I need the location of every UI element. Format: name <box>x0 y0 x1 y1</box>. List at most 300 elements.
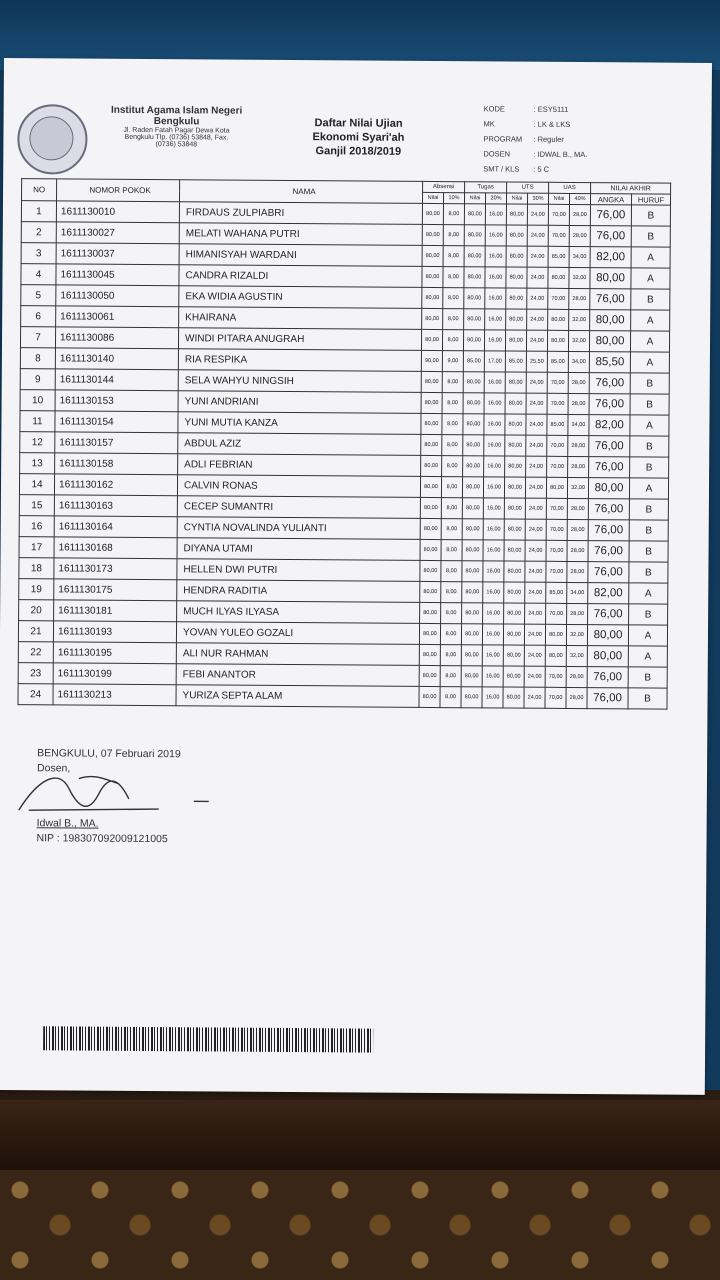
score-cell: 32,00 <box>567 477 588 498</box>
score-cell: 8,00 <box>440 687 461 708</box>
row-number: 24 <box>18 684 53 705</box>
meta-value: : 5 C <box>533 164 550 174</box>
score-cell: 16,00 <box>484 393 505 414</box>
score-cell: 16,00 <box>482 666 503 687</box>
carpet-pattern <box>0 1170 720 1280</box>
score-cell: 80,00 <box>421 434 442 455</box>
score-cell: 34,00 <box>568 351 589 372</box>
nomor-pokok-cell: 1611130144 <box>55 369 178 391</box>
score-cell: 24,00 <box>525 477 546 498</box>
score-cell: 80,00 <box>545 624 566 645</box>
nama-cell: DIYANA UTAMI <box>177 538 420 561</box>
score-cell: 80,00 <box>506 267 527 288</box>
nama-cell: CECEP SUMANTRI <box>177 496 420 519</box>
huruf-cell: A <box>630 352 669 373</box>
score-cell: 80,00 <box>421 455 442 476</box>
nomor-pokok-cell: 1611130173 <box>54 558 177 580</box>
score-cell: 80,00 <box>463 330 484 351</box>
score-cell: 80,00 <box>421 392 442 413</box>
meta-key: PROGRAM <box>483 134 523 144</box>
header-no: NO <box>22 179 57 201</box>
score-cell: 24,00 <box>525 498 546 519</box>
nomor-pokok-cell: 1611130037 <box>56 243 179 265</box>
angka-cell: 76,00 <box>588 499 629 520</box>
angka-cell: 76,00 <box>587 688 628 709</box>
score-cell: 80,00 <box>463 435 484 456</box>
score-cell: 28,00 <box>567 603 588 624</box>
nomor-pokok-cell: 1611130153 <box>55 390 178 412</box>
score-cell: 70,00 <box>546 603 567 624</box>
score-cell: 8,00 <box>443 267 464 288</box>
row-number: 9 <box>20 369 55 390</box>
nomor-pokok-cell: 1611130050 <box>56 285 179 307</box>
nomor-pokok-cell: 1611130154 <box>55 411 178 433</box>
score-cell: 24,00 <box>527 288 548 309</box>
score-cell: 80,00 <box>545 645 566 666</box>
row-number: 15 <box>19 495 54 516</box>
huruf-cell: A <box>631 268 670 289</box>
nomor-pokok-cell: 1611130140 <box>55 348 178 370</box>
score-cell: 80,00 <box>462 603 483 624</box>
score-cell: 80,00 <box>504 561 525 582</box>
angka-cell: 76,00 <box>588 520 629 541</box>
table-row <box>18 684 667 710</box>
nama-cell: SELA WAHYU NINGSIH <box>178 370 421 393</box>
score-cell: 17,00 <box>484 351 505 372</box>
score-cell: 32,00 <box>566 624 587 645</box>
score-cell: 8,00 <box>443 288 464 309</box>
angka-cell: 82,00 <box>588 583 629 604</box>
score-cell: 80,00 <box>421 413 442 434</box>
score-cell: 85,00 <box>463 351 484 372</box>
score-cell: 70,00 <box>547 456 568 477</box>
score-cell: 80,00 <box>464 309 485 330</box>
score-cell: 70,00 <box>547 435 568 456</box>
nama-cell: ABDUL AZIZ <box>178 433 421 456</box>
score-cell: 24,00 <box>526 456 547 477</box>
score-cell: 8,00 <box>441 540 462 561</box>
score-cell: 70,00 <box>546 561 567 582</box>
score-cell: 80,00 <box>422 308 443 329</box>
nama-cell: CALVIN RONAS <box>177 475 420 498</box>
score-cell: 16,00 <box>485 267 506 288</box>
score-cell: 80,00 <box>464 204 485 225</box>
meta-value: : IDWAL B., MA. <box>533 149 588 160</box>
header-uts: UTS <box>507 182 549 193</box>
score-cell: 16,00 <box>484 372 505 393</box>
row-number: 18 <box>19 558 54 579</box>
score-cell: 85,00 <box>548 246 569 267</box>
barcode-icon <box>43 1026 373 1052</box>
huruf-cell: A <box>629 583 668 604</box>
score-cell: 34,00 <box>568 414 589 435</box>
row-number: 4 <box>21 264 56 285</box>
score-cell: 16,00 <box>484 330 505 351</box>
score-cell: 28,00 <box>566 687 587 708</box>
nomor-pokok-cell: 1611130010 <box>56 201 179 223</box>
meta-key: DOSEN <box>483 149 511 159</box>
score-cell: 85,00 <box>546 582 567 603</box>
nomor-pokok-cell: 1611130168 <box>54 537 177 559</box>
institution-address-2: Bengkulu Tlp. (0736) 53848, Fax. <box>124 133 229 142</box>
score-cell: 8,00 <box>442 372 463 393</box>
subheader-cell: 10% <box>443 193 464 204</box>
score-cell: 80,00 <box>420 581 441 602</box>
dosen-label: Dosen, <box>37 762 71 775</box>
nomor-pokok-cell: 1611130195 <box>53 642 176 664</box>
score-cell: 28,00 <box>568 372 589 393</box>
score-cell: 80,00 <box>464 225 485 246</box>
nama-cell: YOVAN YULEO GOZALI <box>176 622 419 645</box>
title-line-3: Ganjil 2018/2019 <box>315 145 402 158</box>
score-cell: 85,00 <box>547 414 568 435</box>
row-number: 22 <box>18 642 53 663</box>
subheader-cell: HURUF <box>631 194 670 205</box>
score-cell: 80,00 <box>504 603 525 624</box>
score-cell: 16,00 <box>484 456 505 477</box>
score-cell: 28,00 <box>567 519 588 540</box>
meta-row <box>483 146 613 162</box>
score-cell: 70,00 <box>546 519 567 540</box>
score-cell: 80,00 <box>505 456 526 477</box>
angka-cell: 76,00 <box>589 373 630 394</box>
score-cell: 80,00 <box>420 560 441 581</box>
score-cell: 34,00 <box>567 582 588 603</box>
title-line-2: Ekonomi Syari'ah <box>312 131 405 144</box>
score-cell: 80,00 <box>505 393 526 414</box>
institution-header <box>91 105 261 149</box>
score-cell: 8,00 <box>441 477 462 498</box>
score-cell: 8,00 <box>443 204 464 225</box>
score-cell: 80,00 <box>503 645 524 666</box>
score-cell: 80,00 <box>548 309 569 330</box>
score-cell: 80,00 <box>462 519 483 540</box>
row-number: 21 <box>18 621 53 642</box>
score-cell: 70,00 <box>546 498 567 519</box>
huruf-cell: B <box>629 499 668 520</box>
score-cell: 24,00 <box>527 267 548 288</box>
nomor-pokok-cell: 1611130157 <box>55 432 178 454</box>
nomor-pokok-cell: 1611130162 <box>54 474 177 496</box>
course-meta <box>483 101 614 177</box>
score-cell: 80,00 <box>505 372 526 393</box>
score-cell: 16,00 <box>482 645 503 666</box>
score-cell: 80,00 <box>462 477 483 498</box>
score-cell: 80,00 <box>463 372 484 393</box>
score-cell: 16,00 <box>483 519 504 540</box>
row-number: 16 <box>19 516 54 537</box>
angka-cell: 76,00 <box>589 457 630 478</box>
score-cell: 8,00 <box>441 561 462 582</box>
angka-cell: 76,00 <box>588 604 629 625</box>
huruf-cell: B <box>631 289 670 310</box>
score-cell: 24,00 <box>524 624 545 645</box>
row-number: 10 <box>20 390 55 411</box>
huruf-cell: A <box>629 478 668 499</box>
angka-cell: 80,00 <box>588 478 629 499</box>
angka-cell: 76,00 <box>589 394 630 415</box>
row-number: 1 <box>21 201 56 222</box>
nama-cell: KHAIRANA <box>179 307 422 330</box>
row-number: 23 <box>18 663 53 684</box>
nama-cell: ADLI FEBRIAN <box>178 454 421 477</box>
nomor-pokok-cell: 1611130158 <box>55 453 178 475</box>
nomor-pokok-cell: 1611130027 <box>56 222 179 244</box>
score-cell: 24,00 <box>526 414 547 435</box>
huruf-cell: A <box>630 331 669 352</box>
score-cell: 80,00 <box>419 665 440 686</box>
nomor-pokok-cell: 1611130193 <box>53 621 176 643</box>
score-cell: 80,00 <box>504 540 525 561</box>
nama-cell: HENDRA RADITIA <box>177 580 420 603</box>
header-absensi: Absensi <box>423 181 465 192</box>
score-cell: 24,00 <box>524 645 545 666</box>
huruf-cell: B <box>631 205 670 226</box>
score-cell: 80,00 <box>420 539 441 560</box>
score-cell: 80,00 <box>463 456 484 477</box>
nama-cell: CANDRA RIZALDI <box>179 265 422 288</box>
nama-cell: HIMANISYAH WARDANI <box>179 244 422 267</box>
score-cell: 24,00 <box>526 330 547 351</box>
score-cell: 32,00 <box>569 267 590 288</box>
score-cell: 80,00 <box>505 435 526 456</box>
huruf-cell: B <box>630 436 669 457</box>
row-number: 6 <box>21 306 56 327</box>
header-nama: NAMA <box>180 180 423 204</box>
score-cell: 80,00 <box>504 498 525 519</box>
meta-key: MK <box>483 119 495 129</box>
nama-cell: MUCH ILYAS ILYASA <box>177 601 420 624</box>
huruf-cell: B <box>629 562 668 583</box>
score-cell: 80,00 <box>462 561 483 582</box>
row-number: 20 <box>19 600 54 621</box>
score-cell: 32,00 <box>569 309 590 330</box>
score-cell: 80,00 <box>464 246 485 267</box>
nomor-pokok-cell: 1611130045 <box>56 264 179 286</box>
angka-cell: 80,00 <box>587 646 628 667</box>
score-cell: 24,00 <box>524 666 545 687</box>
score-cell: 80,00 <box>461 687 482 708</box>
score-cell: 16,00 <box>483 498 504 519</box>
huruf-cell: A <box>631 310 670 331</box>
subheader-cell: 20% <box>485 193 506 204</box>
score-cell: 80,00 <box>506 246 527 267</box>
score-cell: 8,00 <box>443 309 464 330</box>
huruf-cell: B <box>629 541 668 562</box>
score-cell: 80,00 <box>461 645 482 666</box>
score-cell: 80,00 <box>461 666 482 687</box>
score-cell: 80,00 <box>462 582 483 603</box>
document-title <box>293 116 423 159</box>
row-number: 11 <box>20 411 55 432</box>
meta-value: : Reguler <box>533 134 564 144</box>
score-cell: 80,00 <box>506 288 527 309</box>
score-cell: 24,00 <box>524 687 545 708</box>
score-cell: 25,50 <box>526 351 547 372</box>
signature-icon <box>9 758 209 819</box>
angka-cell: 85,50 <box>589 352 630 373</box>
score-cell: 80,00 <box>461 624 482 645</box>
score-cell: 28,00 <box>566 666 587 687</box>
score-cell: 70,00 <box>548 288 569 309</box>
score-cell: 80,00 <box>463 414 484 435</box>
angka-cell: 76,00 <box>588 541 629 562</box>
score-cell: 8,00 <box>441 498 462 519</box>
score-cell: 24,00 <box>527 309 548 330</box>
subheader-cell: Nilai <box>548 193 569 204</box>
score-cell: 80,00 <box>464 267 485 288</box>
score-cell: 16,00 <box>485 225 506 246</box>
institution-address-3: (0736) 53848 <box>155 141 198 149</box>
nama-cell: YUNI MUTIA KANZA <box>178 412 421 435</box>
nama-cell: EKA WIDIA AGUSTIN <box>179 286 422 309</box>
institution-address-1: Jl. Raden Fatah Pagar Dewa Kota <box>123 126 230 135</box>
institution-logo-icon <box>17 104 87 174</box>
meta-key: KODE <box>483 104 505 114</box>
score-cell: 16,00 <box>483 561 504 582</box>
score-cell: 80,00 <box>422 224 443 245</box>
institution-name: Institut Agama Islam Negeri <box>110 104 243 117</box>
score-cell: 24,00 <box>526 372 547 393</box>
angka-cell: 76,00 <box>590 289 631 310</box>
angka-cell: 82,00 <box>590 247 631 268</box>
score-cell: 80,00 <box>464 288 485 309</box>
nomor-pokok-cell: 1611130086 <box>55 327 178 349</box>
score-cell: 8,00 <box>442 456 463 477</box>
huruf-cell: B <box>628 667 667 688</box>
score-cell: 80,00 <box>506 225 527 246</box>
score-cell: 24,00 <box>525 540 546 561</box>
huruf-cell: B <box>629 604 668 625</box>
meta-row <box>483 161 613 177</box>
score-cell: 8,00 <box>441 603 462 624</box>
huruf-cell: A <box>628 625 667 646</box>
subheader-cell: Nilai <box>506 193 527 204</box>
angka-cell: 76,00 <box>590 226 631 247</box>
row-number: 3 <box>21 243 56 264</box>
score-cell: 70,00 <box>545 666 566 687</box>
score-cell: 16,00 <box>482 624 503 645</box>
score-cell: 24,00 <box>525 582 546 603</box>
score-cell: 80,00 <box>462 540 483 561</box>
score-cell: 16,00 <box>485 309 506 330</box>
meta-row <box>483 131 613 147</box>
score-cell: 80,00 <box>503 624 524 645</box>
score-cell: 70,00 <box>548 204 569 225</box>
score-cell: 16,00 <box>483 603 504 624</box>
score-cell: 32,00 <box>566 645 587 666</box>
score-cell: 80,00 <box>546 477 567 498</box>
score-cell: 32,00 <box>568 330 589 351</box>
score-cell: 28,00 <box>569 204 590 225</box>
subheader-cell: ANGKA <box>590 194 631 205</box>
score-cell: 70,00 <box>547 393 568 414</box>
score-cell: 8,00 <box>442 414 463 435</box>
score-cell: 80,00 <box>419 623 440 644</box>
huruf-cell: A <box>631 247 670 268</box>
place-date: BENGKULU, 07 Februari 2019 <box>37 747 181 761</box>
score-cell: 80,00 <box>503 666 524 687</box>
header-uas: UAS <box>549 182 591 193</box>
row-number: 5 <box>21 285 56 306</box>
score-cell: 80,00 <box>463 393 484 414</box>
score-cell: 80,00 <box>505 414 526 435</box>
score-cell: 28,00 <box>567 540 588 561</box>
score-cell: 24,00 <box>525 519 546 540</box>
score-cell: 80,00 <box>419 644 440 665</box>
row-number: 2 <box>21 222 56 243</box>
score-cell: 24,00 <box>526 435 547 456</box>
angka-cell: 80,00 <box>590 268 631 289</box>
dosen-nip: NIP : 198307092009121005 <box>36 832 168 846</box>
score-cell: 28,00 <box>568 393 589 414</box>
score-cell: 8,00 <box>441 582 462 603</box>
nama-cell: YUNI ANDRIANI <box>178 391 421 414</box>
header-nilai-akhir: NILAI AKHIR <box>591 183 671 195</box>
score-cell: 80,00 <box>419 686 440 707</box>
score-cell: 8,00 <box>440 624 461 645</box>
score-cell: 8,00 <box>443 225 464 246</box>
angka-cell: 76,00 <box>590 205 631 226</box>
score-cell: 8,00 <box>441 519 462 540</box>
angka-cell: 82,00 <box>589 415 630 436</box>
meta-row <box>484 101 614 117</box>
title-line-1: Daftar Nilai Ujian <box>314 117 403 130</box>
nama-cell: HELLEN DWI PUTRI <box>177 559 420 582</box>
huruf-cell: B <box>628 688 667 709</box>
dosen-info <box>36 816 167 847</box>
nomor-pokok-cell: 1611130181 <box>54 600 177 622</box>
score-cell: 28,00 <box>567 498 588 519</box>
row-number: 13 <box>20 453 55 474</box>
score-cell: 70,00 <box>545 687 566 708</box>
institution-city: Bengkulu <box>153 116 200 128</box>
score-cell: 85,00 <box>505 351 526 372</box>
subheader-cell: Nilai <box>422 192 443 203</box>
score-cell: 80,00 <box>422 266 443 287</box>
score-cell: 16,00 <box>483 540 504 561</box>
score-cell: 80,00 <box>504 582 525 603</box>
score-cell: 9,00 <box>442 351 463 372</box>
nama-cell: CYNTIA NOVALINDA YULIANTI <box>177 517 420 540</box>
score-cell: 80,00 <box>504 477 525 498</box>
subheader-cell: 40% <box>569 193 590 204</box>
huruf-cell: A <box>630 415 669 436</box>
score-cell: 80,00 <box>420 602 441 623</box>
row-number: 8 <box>20 348 55 369</box>
row-number: 17 <box>19 537 54 558</box>
huruf-cell: B <box>630 394 669 415</box>
score-cell: 80,00 <box>505 330 526 351</box>
score-cell: 28,00 <box>568 435 589 456</box>
score-cell: 24,00 <box>527 225 548 246</box>
meta-key: SMT / KLS <box>483 164 520 174</box>
nomor-pokok-cell: 1611130163 <box>54 495 177 517</box>
score-cell: 28,00 <box>568 456 589 477</box>
nama-cell: ALI NUR RAHMAN <box>176 643 419 666</box>
angka-cell: 76,00 <box>589 436 630 457</box>
nama-cell: FEBI ANANTOR <box>176 664 419 687</box>
score-cell: 16,00 <box>485 204 506 225</box>
score-cell: 28,00 <box>569 225 590 246</box>
score-cell: 80,00 <box>506 309 527 330</box>
score-cell: 16,00 <box>484 414 505 435</box>
score-cell: 80,00 <box>422 287 443 308</box>
angka-cell: 80,00 <box>589 331 630 352</box>
score-cell: 16,00 <box>485 288 506 309</box>
nama-cell: FIRDAUS ZULPIABRI <box>179 202 422 225</box>
score-cell: 16,00 <box>485 246 506 267</box>
